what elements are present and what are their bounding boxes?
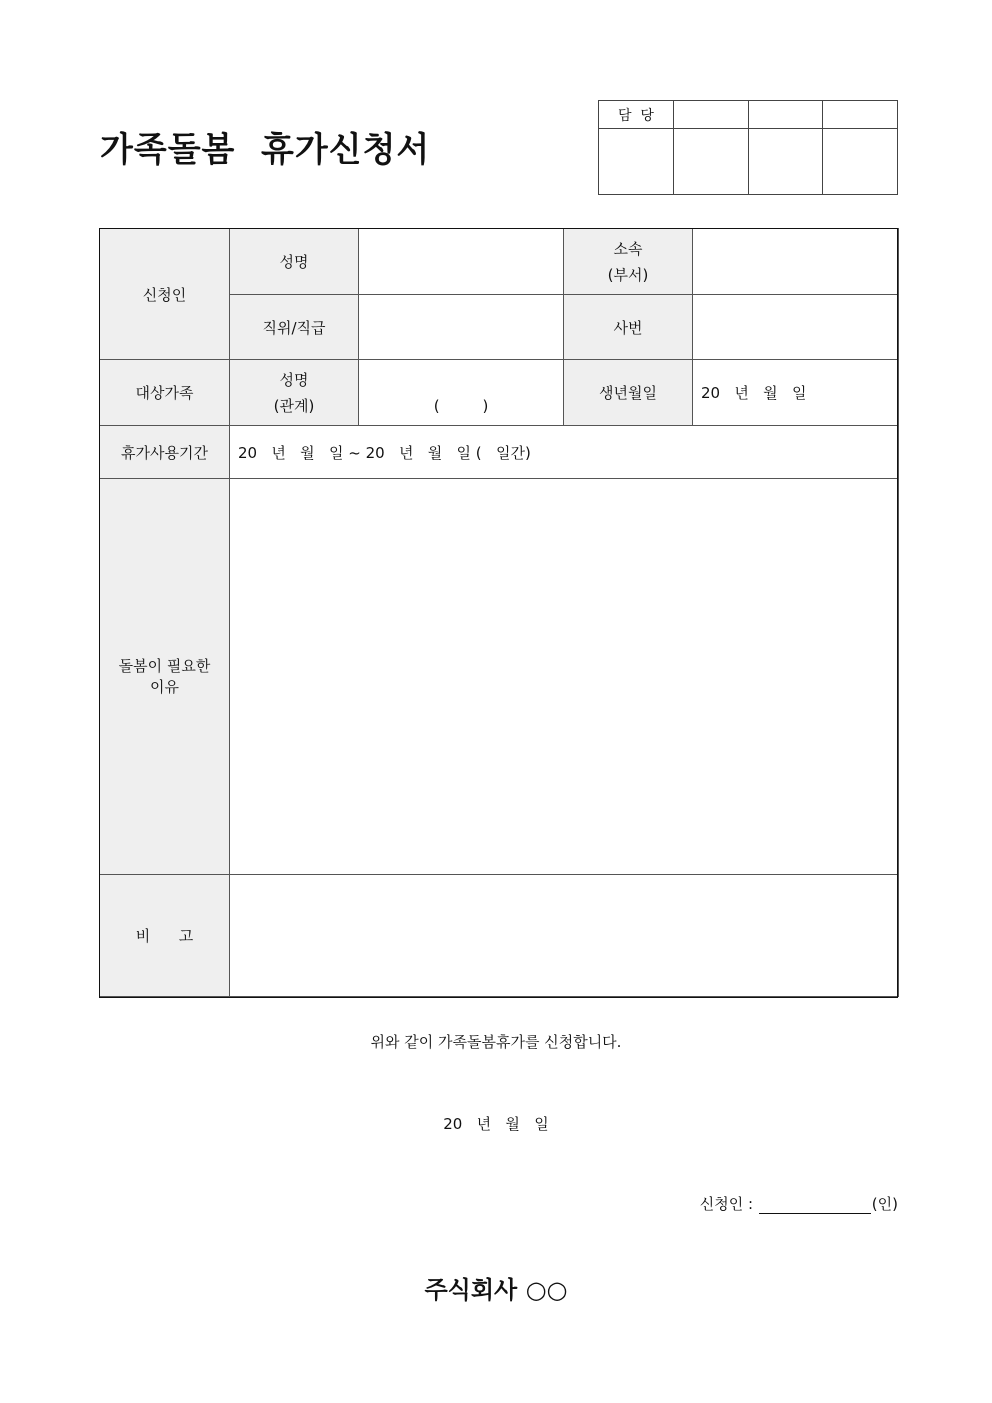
reason-label: [100, 479, 230, 875]
family-name-line2: (관계): [273, 396, 315, 415]
reason-label-line2: 이유: [150, 677, 179, 696]
name-label: 성명: [230, 229, 359, 295]
position-label: 직위/직급: [230, 295, 359, 360]
approval-cell[interactable]: [823, 101, 898, 129]
applicant-signature: [700, 1193, 898, 1214]
reason-label-line1: 돌봄이 필요한: [118, 656, 211, 675]
approval-sign-cell[interactable]: [673, 129, 748, 195]
position-field[interactable]: [359, 295, 564, 360]
approval-sign-cell[interactable]: [823, 129, 898, 195]
period-label: 휴가사용기간: [100, 426, 230, 479]
approval-cell[interactable]: [673, 101, 748, 129]
approval-sign-cell[interactable]: [748, 129, 823, 195]
approval-cell[interactable]: [748, 101, 823, 129]
applicant-label: 신청인: [100, 229, 230, 360]
application-form-table: [99, 228, 899, 997]
period-field[interactable]: 20 년 월 일 ~ 20 년 월 일 ( 일간): [230, 426, 899, 479]
page-title: 가족돌봄 휴가신청서: [100, 130, 431, 170]
seal-label: (인): [871, 1195, 898, 1213]
applicant-sign-label: 신청인 :: [699, 1195, 758, 1213]
family-label: 대상가족: [100, 360, 230, 426]
employee-no-field[interactable]: [693, 295, 899, 360]
statement: 위와 같이 가족돌봄휴가를 신청합니다.: [370, 1033, 622, 1051]
family-name-field[interactable]: [359, 360, 564, 426]
dept-label-line1: 소속: [613, 239, 643, 258]
family-name-line1: 성명: [279, 370, 309, 389]
family-name-label: [230, 360, 359, 426]
name-field[interactable]: [359, 229, 564, 295]
application-date: 20 년 월 일: [443, 1115, 549, 1133]
dept-field[interactable]: [693, 229, 899, 295]
remarks-field[interactable]: [230, 875, 899, 997]
employee-no-label: 사번: [564, 295, 693, 360]
company-name: 주식회사 ○○: [424, 1276, 568, 1304]
reason-field[interactable]: [230, 479, 899, 875]
approval-label: 담 당: [599, 101, 674, 129]
relation-value: ( ): [433, 397, 489, 415]
remarks-label: 비 고: [100, 875, 230, 997]
dept-label-line2: (부서): [607, 265, 649, 284]
approval-sign-cell[interactable]: [599, 129, 674, 195]
dept-label: [564, 229, 693, 295]
signature-line[interactable]: [759, 1197, 871, 1214]
birth-label: 생년월일: [564, 360, 693, 426]
birth-field[interactable]: 20 년 월 일: [693, 360, 899, 426]
approval-box: [598, 100, 898, 195]
